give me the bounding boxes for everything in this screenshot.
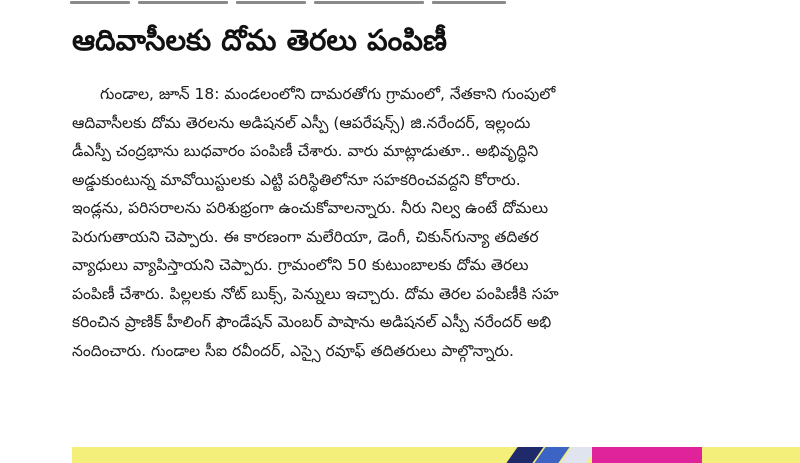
- remnant-text-fragment: [236, 1, 306, 4]
- article-line: ఆదివాసీలకు దోమ తెరలను అడిషనల్ ఎస్పీ (ఆపరేషన్స్) జి.నరేందర్, ఇల్లందు: [72, 113, 531, 132]
- article-line: ఇండ్లను, పరిసరాలను పరిశుభ్రంగా ఉంచుకోవాలన్నారు. నీరు నిల్వ ఉంటే దోమలు: [72, 199, 549, 217]
- article-line: నందించారు. గుండాల సీఐ రవీందర్, ఎస్సై రవూఫ్ తదితరులు పాల్గొన్నారు.: [72, 341, 514, 360]
- article-line: అడ్డుకుంటున్న మావోయిస్టులకు ఎట్టి పరిస్థితిలోనూ సహకరించవద్దని కోరారు.: [72, 170, 521, 189]
- article-line: గుండాల, జూన్ 18: మండలంలోని దామరతోగు గ్రామంలో, నేతకాని గుంపులో: [100, 85, 556, 103]
- banner-pink-block: [592, 447, 702, 463]
- article-body: [72, 80, 786, 365]
- article-line: వ్యాధులు వ్యాపిస్తాయని చెప్పారు. గ్రామంలోని 50 కుటుంబాలకు దోమ తెరలు: [72, 256, 529, 274]
- article-line: డీఎస్పీ చంద్రభాను బుధవారం పంపిణీ చేశారు. వారు మాట్లాడుతూ.. అభివృద్ధిని: [72, 142, 539, 160]
- banner-yellow-block: [702, 447, 800, 463]
- remnant-text-fragment: [432, 1, 506, 4]
- remnant-text-fragment: [70, 1, 130, 4]
- remnant-text-fragment: [314, 1, 424, 4]
- article-headline: ఆదివాసీలకు దోమ తెరలు పంపిణీ: [72, 23, 447, 57]
- article-line: పంపిణీ చేశారు. పిల్లలకు నోట్ బుక్స్, పెన్నులు ఇచ్చారు. దోమ తెరల పంపిణీకి సహ: [72, 284, 559, 303]
- advertisement-banner-strip: [72, 447, 800, 463]
- article-line: పెరుగుతాయని చెప్పారు. ఈ కారణంగా మలేరియా, డెంగీ, చికున్‌గున్యా తదితర: [72, 227, 539, 246]
- previous-article-remnant: [70, 0, 510, 6]
- article-line: కరించిన ప్రాణిక్ హీలింగ్ ఫౌండేషన్ మెంబర్ పాషాను అడిషనల్ ఎస్పీ నరేందర్ అభి: [72, 313, 552, 331]
- remnant-text-fragment: [138, 1, 228, 4]
